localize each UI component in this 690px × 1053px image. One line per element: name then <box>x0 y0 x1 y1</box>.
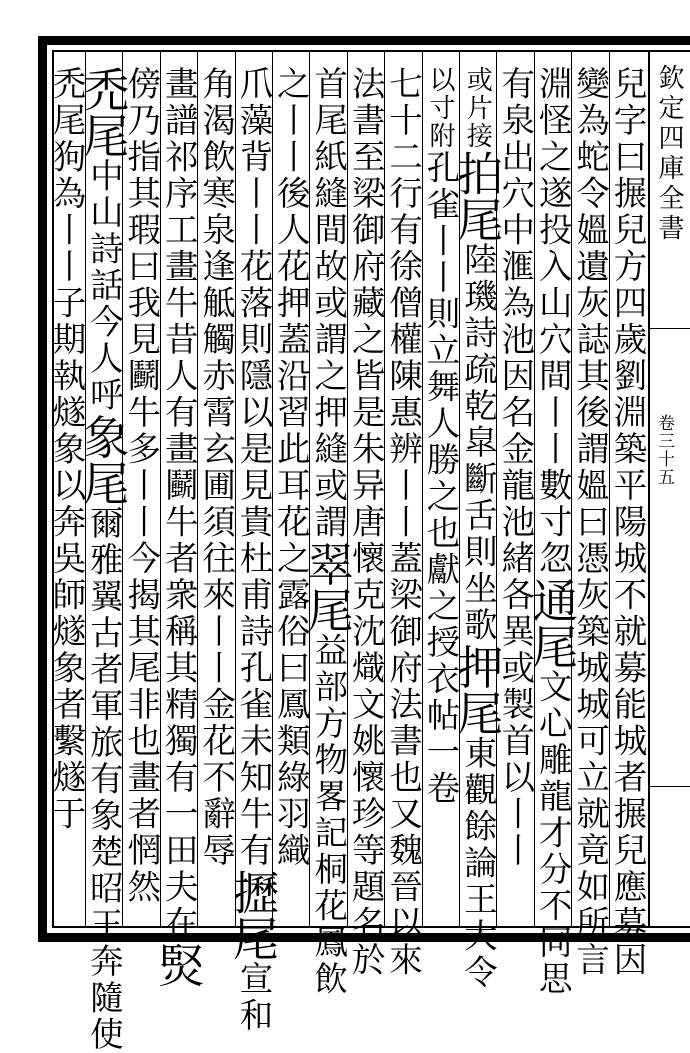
entry-headword: 通尾 <box>525 577 579 669</box>
text-segment: 益部方物畧記桐花鳳飲 <box>309 633 348 998</box>
entry-headword: 象尾 <box>76 414 130 506</box>
text-column <box>573 66 608 979</box>
text-segment: 角渴飲寒泉逢觝觸赤霄玄圃須往來丨丨金花不辭辱 <box>197 66 236 869</box>
text-segment: 傍乃指其瑕曰我見鬬牛多丨丨今揭其尾非也畫者惘然 <box>122 66 161 906</box>
text-column <box>349 66 384 979</box>
text-segment: 或片接 <box>462 66 492 150</box>
text-segment: 以寸附 <box>425 66 455 150</box>
text-segment: 爪藻背丨丨花落則隱以是見貴杜甫詩孔雀未知牛有 <box>234 66 273 869</box>
text-segment: 之丨丨後人花押蓋沿習此耳 <box>271 66 310 504</box>
text-column <box>237 66 272 1034</box>
margin-mark <box>648 786 690 787</box>
entry-headword: 攊尾 <box>226 869 280 961</box>
text-segment: 文心雕龍才分不同思 <box>533 669 572 998</box>
entry-headword: 翠尾 <box>301 541 355 633</box>
text-segment: 東觀餘論王大令 <box>458 736 497 992</box>
text-segment: 爾雅翼古者軍旅有象楚昭王奔隨使 <box>84 506 123 1053</box>
text-column <box>311 66 346 998</box>
text-segment: 變為蛇令媼遺灰誌其後謂媼曰憑灰築城城可立就竟如所言 <box>571 66 610 979</box>
text-column <box>611 66 646 979</box>
margin-mark <box>648 328 690 329</box>
text-segment: 禿尾狗為丨丨 <box>47 66 86 285</box>
text-segment: 首尾紙縫間故或謂之押縫或謂 <box>309 66 348 541</box>
text-column <box>162 66 197 988</box>
text-segment: 七十二行有徐僧權陳惠辨丨丨蓋梁御府法書也又魏晉以來 <box>384 66 423 979</box>
text-column <box>536 66 571 998</box>
text-column <box>461 66 496 991</box>
text-segment: 畫譜祁序工畫牛昔人有畫鬬牛者衆稱其精獨有一田夫在 <box>159 66 198 942</box>
text-segment: 淵怪之遂投入山穴間丨丨數寸忽 <box>533 66 572 577</box>
text-column <box>87 66 122 1053</box>
text-segment: 陸璣詩疏乾皐斷舌則坐歌 <box>458 242 497 644</box>
text-column <box>199 66 234 869</box>
text-segment: 有泉出穴中滙為池因名金龍池 <box>496 66 535 541</box>
text-segment: 孔雀丨丨則立舞人勝之也 <box>421 150 460 552</box>
text-segment: 獻之授衣帖一卷 <box>421 552 460 808</box>
text-column <box>274 66 309 869</box>
text-segment: 宣和 <box>234 961 273 1034</box>
entry-headword: 押尾 <box>450 644 504 736</box>
text-segment: 中山詩話今人呼 <box>84 158 123 414</box>
text-column <box>386 66 421 979</box>
text-segment: 法書至梁御府藏之皆是朱异唐懷克沈熾文姚懷珍等題名於 <box>346 66 385 979</box>
margin-divider <box>648 50 650 928</box>
entry-headword: 禿尾 <box>76 66 130 158</box>
volume-number: 卷三十五 <box>654 414 674 486</box>
text-segment: 子期執燧象以奔吳師燧象者繫燧于 <box>47 285 86 833</box>
text-column <box>50 66 85 833</box>
entry-headword: 拍尾 <box>450 150 504 242</box>
text-segment: 緒各異或製首以丨丨 <box>496 541 535 870</box>
text-segment: 兒字曰搌兒方四歲劉淵築平陽城不就募能城者搌兒應募因 <box>608 66 647 979</box>
book-title: 欽定四庫全書 <box>654 64 684 244</box>
text-column <box>424 66 459 807</box>
entry-headword: 㷂 <box>151 942 205 988</box>
text-segment: 花之露俗曰鳳類綠羽織 <box>271 504 310 869</box>
